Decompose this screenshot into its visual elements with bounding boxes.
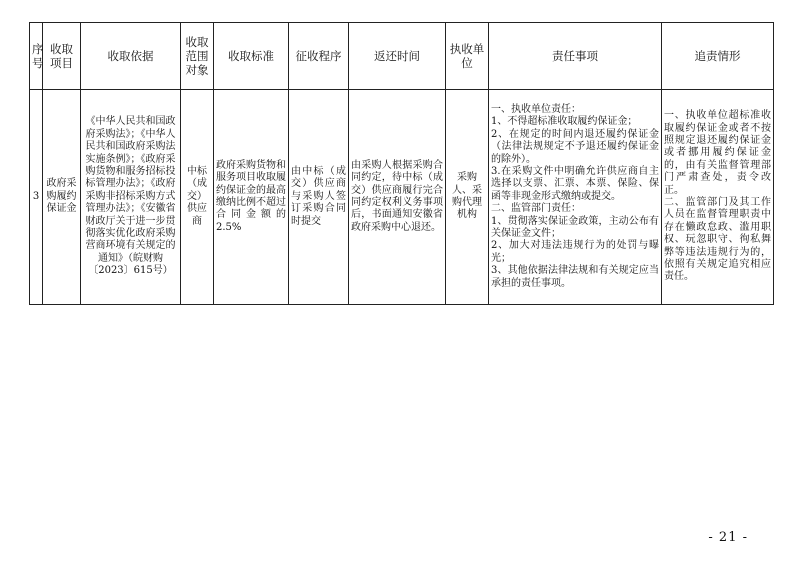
cell-executor: 采购人、采购代理机构 bbox=[446, 90, 489, 305]
header-executor: 执收单位 bbox=[446, 23, 489, 90]
cell-duty bbox=[489, 90, 662, 305]
duty-line: 2、加大对违法违规行为的处罚与曝光； bbox=[491, 240, 659, 264]
header-row bbox=[30, 23, 774, 90]
duty-line: 1、不得超标准收取履约保证金； bbox=[491, 116, 638, 128]
duty-line: 1、贯彻落实保证金政策，主动公布有关保证金文件； bbox=[491, 215, 659, 240]
cell-procedure: 由中标（成交）供应商与采购人签订采购合同时提交 bbox=[289, 90, 349, 305]
duty-line: 2、在规定的时间内退还履约保证金（法律法规规定不予退还履约保证金的除外）。 bbox=[491, 128, 659, 165]
duty-line: 一、执收单位责任： bbox=[491, 103, 581, 115]
accountability-line: 一、执收单位超标准收取履约保证金或者不按照规定退还履约保证金或者挪用履约保证金的，由有关监督管理部门严肃查处，责令改正。 bbox=[664, 110, 771, 196]
cell-item: 政府采购履约保证金 bbox=[43, 90, 81, 305]
header-accountability: 追责情形 bbox=[662, 23, 774, 90]
header-duty: 责任事项 bbox=[489, 23, 662, 90]
accountability-line: 二、监管部门及其工作人员在监督管理职责中存在懒政怠政、滥用职权、玩忽职守、徇私舞弊等违法违规行为的，依照有关规定追究相应责任。 bbox=[664, 197, 771, 283]
header-standard: 收取标准 bbox=[214, 23, 289, 90]
header-basis: 收取依据 bbox=[81, 23, 181, 90]
fee-table bbox=[29, 22, 774, 305]
header-seq: 序号 bbox=[30, 23, 43, 90]
page-number: - 21 - bbox=[708, 530, 748, 545]
cell-basis: 《中华人民共和国政府采购法》；《中华人民共和国政府采购法实施条例》；《政府采购货物和服务招标投标管理办法》；《政府采购非招标采购方式管理办法》；《安徽省财政厅关于进一步贯彻落实优化政府采购营商环境有关规定的通知》（皖财购〔2023〕615号） bbox=[81, 90, 181, 305]
cell-seq: 3 bbox=[30, 90, 43, 305]
duty-line: 二、监管部门责任： bbox=[491, 203, 581, 215]
duty-line: 3.在采购文件中明确允许供应商自主选择以支票、汇票、本票、保险、保函等非现金形式缴纳或提交。 bbox=[491, 165, 659, 202]
cell-standard: 政府采购货物和服务项目收取履约保证金的最高缴纳比例不超过合同金额的2.5% bbox=[214, 90, 289, 305]
header-procedure: 征收程序 bbox=[289, 23, 349, 90]
cell-refund: 由采购人根据采购合同约定，待中标（成交）供应商履行完合同约定权利义务事项后，书面通知安徽省政府采购中心退还。 bbox=[349, 90, 446, 305]
header-item: 收取项目 bbox=[43, 23, 81, 90]
cell-accountability bbox=[662, 90, 774, 305]
cell-scope: 中标（成交）供应商 bbox=[181, 90, 214, 305]
duty-line: 3、其他依据法律法规和有关规定应当承担的责任事项。 bbox=[491, 265, 659, 289]
header-refund: 返还时间 bbox=[349, 23, 446, 90]
header-scope: 收取范围对象 bbox=[181, 23, 214, 90]
table-row bbox=[30, 90, 774, 305]
